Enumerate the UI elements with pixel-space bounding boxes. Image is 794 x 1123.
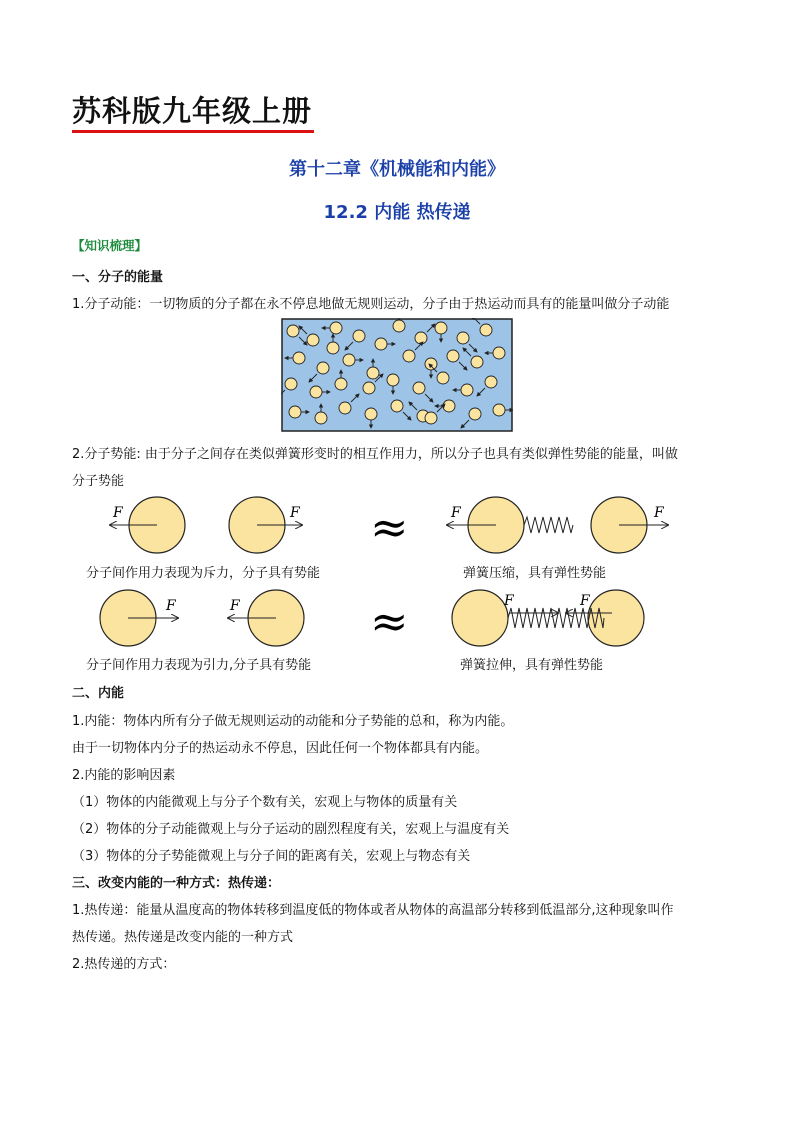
molecule [437,372,449,384]
knowledge-tag: 【知识梳理】 [72,238,148,253]
potential-energy-text-2: 分子势能 [72,474,125,489]
heat-transfer-def-1: 1.热传递：能量从温度高的物体转移到温度低的物体或者从物体的高温部分转移到低温部分,这种现象叫作 [72,903,674,918]
chapter-title: 第十二章《机械能和内能》 [289,159,505,180]
caption-compress: 弹簧压缩，具有弹性势能 [463,566,607,581]
part1-heading: 一、分子的能量 [72,270,164,285]
heat-transfer-methods: 2.热传递的方式： [72,957,176,972]
internal-energy-def: 1.内能：物体内所有分子做无规则运动的动能和分子势能的总和，称为内能。 [72,714,514,729]
molecule [293,352,305,364]
molecule [285,378,297,390]
molecule [367,367,379,379]
section-title: 12.2 内能 热传递 [323,202,471,223]
molecule [461,384,473,396]
factors-title: 2.内能的影响因素 [72,768,176,783]
force-label: F [230,598,240,614]
molecule [471,356,483,368]
molecule [365,408,377,420]
molecule [447,350,459,362]
factor-3: （3）物体的分子势能微观上与分子间的距离有关，宏观上与物态有关 [72,849,471,864]
molecule [387,374,399,386]
molecule [339,402,351,414]
molecule [353,330,365,342]
molecule [335,378,347,390]
part3-heading: 三、改变内能的一种方式：热传递： [72,876,281,891]
molecule [289,406,301,418]
potential-energy-text-1: 2.分子势能: 由于分子之间存在类似弹簧形变时的相互作用力，所以分子也具有类似弹性势能的能量，叫做 [72,447,678,462]
molecule [315,412,327,424]
molecule [391,400,403,412]
molecule [375,338,387,350]
molecule [485,376,497,388]
molecule [363,382,375,394]
molecule [317,362,329,374]
caption-stretch: 弹簧拉伸，具有弹性势能 [460,658,604,673]
molecule [307,334,319,346]
ball-right [588,590,644,646]
molecule [469,408,481,420]
approx-symbol: ≈ [370,500,409,554]
molecule [443,400,455,412]
molecule [435,322,447,334]
molecule [493,404,505,416]
kinetic-energy-text: 1.分子动能：一切物质的分子都在永不停息地做无规则运动，分子由于热运动而具有的能量叫做分子动能 [72,297,670,312]
force-label: F [580,593,590,609]
molecule-motion-figure [281,318,513,432]
force-label: F [166,598,176,614]
molecule [287,325,299,337]
force-label: F [290,505,300,521]
molecule [393,320,405,332]
ball-left [452,590,508,646]
molecule [343,354,355,366]
molecule [327,342,339,354]
molecule [415,332,427,344]
caption-attraction: 分子间作用力表现为引力,分子具有势能 [86,658,312,673]
force-label: F [451,505,461,521]
book-title: 苏科版九年级上册 [72,92,314,133]
molecule [480,324,492,336]
compressed-spring [524,517,573,533]
attraction-diagram [80,585,720,655]
repulsion-diagram [80,493,720,563]
molecule [330,322,342,334]
molecule [425,358,437,370]
molecule [457,332,469,344]
force-label: F [504,593,514,609]
molecule [403,350,415,362]
internal-energy-def2: 由于一切物体内分子的热运动永不停息，因此任何一个物体都具有内能。 [72,741,489,756]
force-label: F [654,505,664,521]
molecule [493,347,505,359]
molecule [413,382,425,394]
force-label: F [113,505,123,521]
part2-heading: 二、内能 [72,686,125,701]
molecule [310,386,322,398]
molecule [425,412,437,424]
factor-1: （1）物体的内能微观上与分子个数有关，宏观上与物体的质量有关 [72,795,458,810]
caption-repulsion: 分子间作用力表现为斥力，分子具有势能 [86,566,321,581]
heat-transfer-def-2: 热传递。热传递是改变内能的一种方式 [72,930,294,945]
approx-symbol: ≈ [370,594,409,648]
factor-2: （2）物体的分子动能微观上与分子运动的剧烈程度有关，宏观上与温度有关 [72,822,510,837]
